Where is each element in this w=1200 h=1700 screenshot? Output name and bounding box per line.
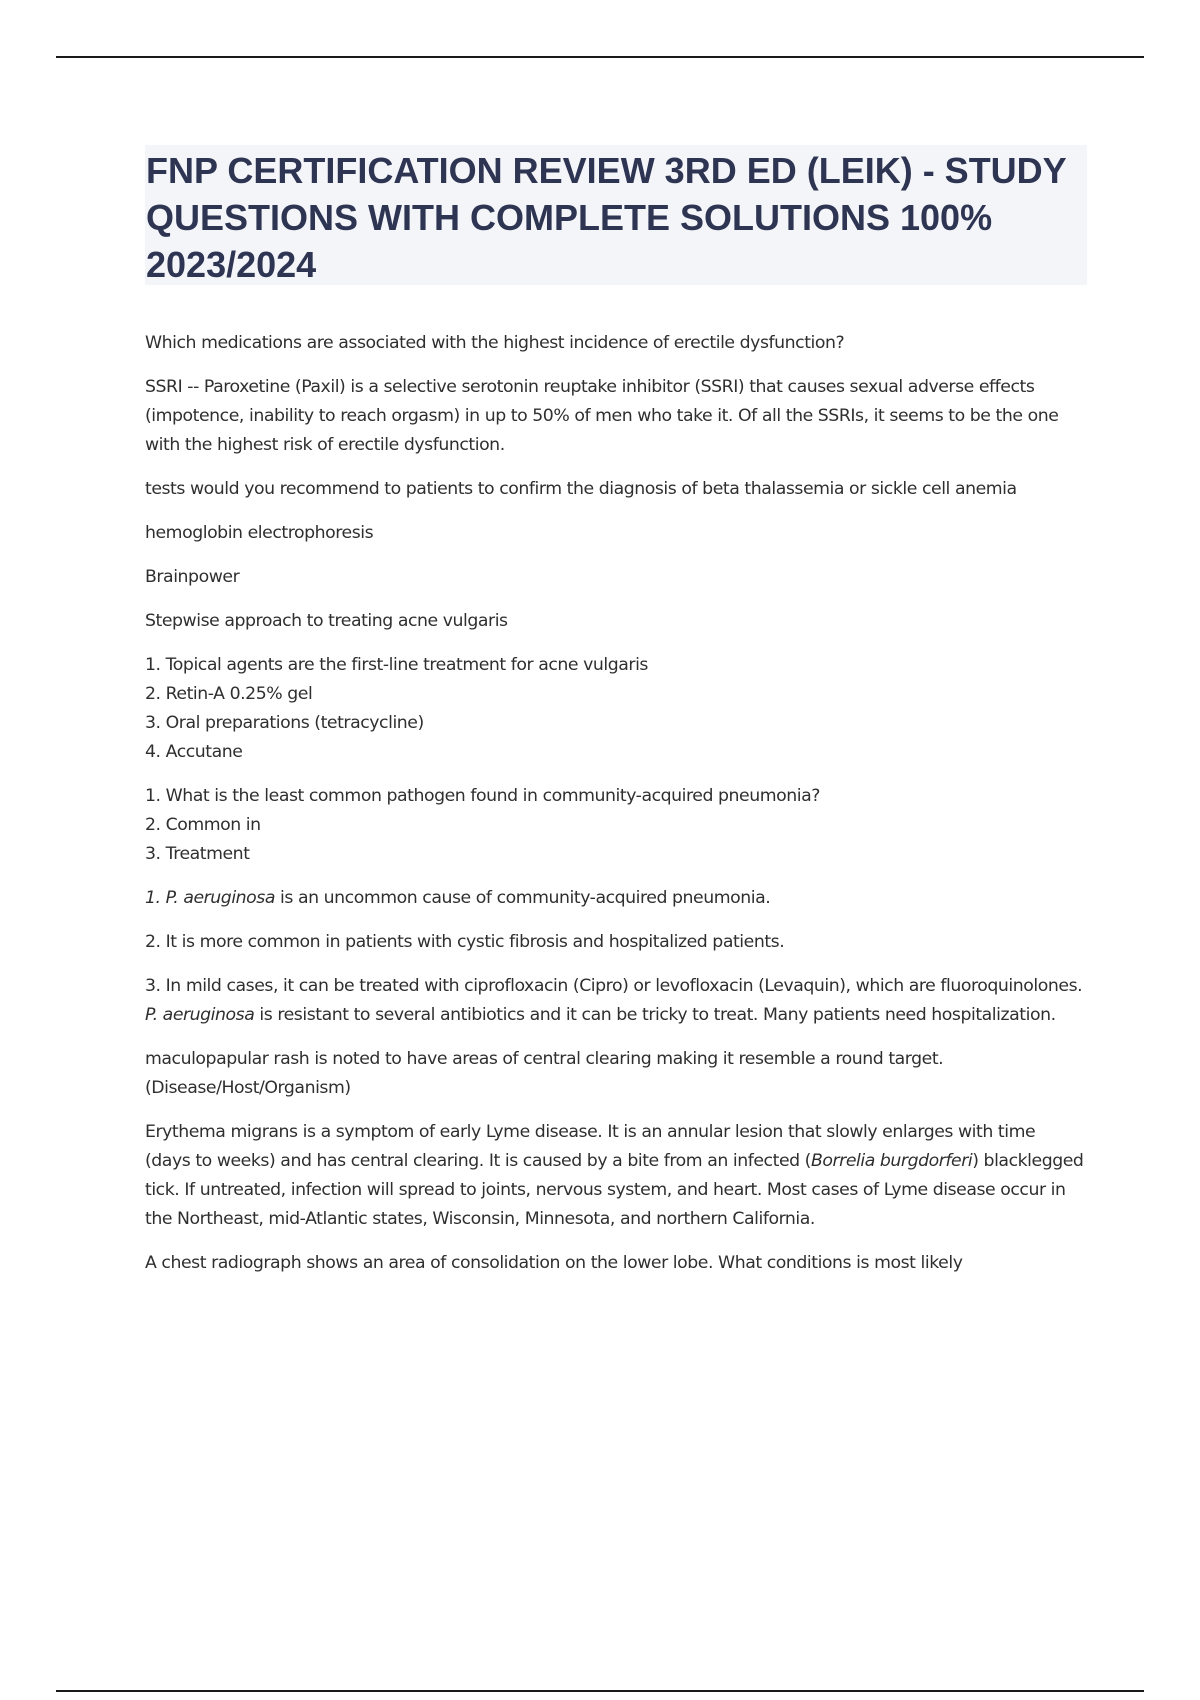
acne-step-1: 1. Topical agents are the first-line treatment for acne vulgaris bbox=[145, 655, 648, 675]
question-pneumonia-pathogen bbox=[145, 782, 1085, 869]
answer-1-rest: is an uncommon cause of community-acquired pneumonia. bbox=[275, 888, 771, 908]
answer-aeruginosa-treatment bbox=[145, 972, 1085, 1030]
treatment-part-1: 3. In mild cases, it can be treated with ciprofloxacin (Cipro) or levofloxacin (Levaquin), which are fluoroquinolones. bbox=[145, 976, 1083, 996]
pneumonia-question-3: 3. Treatment bbox=[145, 844, 250, 864]
lyme-part-2: ) blacklegged tick. If untreated, infection will spread to joints, nervous system, and heart. Most cases of Lyme disease occur in the Northeast, mid-Atlantic states, Wisconsin, Minnesota, and northern California. bbox=[145, 1151, 1084, 1229]
top-rule bbox=[56, 56, 1144, 58]
bottom-rule bbox=[56, 1690, 1144, 1692]
acne-step-4: 4. Accutane bbox=[145, 742, 243, 762]
answer-ssri-paroxetine: SSRI -- Paroxetine (Paxil) is a selective serotonin reuptake inhibitor (SSRI) that causes sexual adverse effects (impotence, inability to reach orgasm) in up to 50% of men who take it. Of all the SSRIs, it seems to be the one with the highest risk of erectile dysfunction. bbox=[145, 377, 1059, 455]
answer-aeruginosa-uncommon bbox=[145, 884, 1085, 913]
question-thalassemia-tests: tests would you recommend to patients to confirm the diagnosis of beta thalassemia or sickle cell anemia bbox=[145, 479, 1017, 499]
pneumonia-question-2: 2. Common in bbox=[145, 815, 261, 835]
brainpower-text: Brainpower bbox=[145, 567, 240, 587]
answer-erythema-migrans bbox=[145, 1118, 1085, 1234]
question-ed-medications: Which medications are associated with the highest incidence of erectile dysfunction? bbox=[145, 333, 845, 353]
answer-1-prefix: 1. bbox=[145, 888, 166, 908]
document-title: FNP CERTIFICATION REVIEW 3RD ED (LEIK) - STUDY QUESTIONS WITH COMPLETE SOLUTIONS 100% 2023/2024 bbox=[146, 150, 1067, 285]
lyme-part-1: Erythema migrans is a symptom of early Lyme disease. It is an annular lesion that slowly enlarges with time (days to weeks) and has central clearing. It is caused by a bite from an infected ( bbox=[145, 1122, 1036, 1171]
pneumonia-question-1: 1. What is the least common pathogen found in community-acquired pneumonia? bbox=[145, 786, 820, 806]
answer-hemoglobin-electrophoresis: hemoglobin electrophoresis bbox=[145, 523, 374, 543]
treatment-part-2: is resistant to several antibiotics and it can be tricky to treat. Many patients need hospitalization. bbox=[254, 1005, 1056, 1025]
organism-name: P. aeruginosa bbox=[145, 1005, 255, 1025]
organism-name: P. aeruginosa bbox=[165, 888, 275, 908]
document-body bbox=[145, 329, 1085, 1293]
question-chest-radiograph: A chest radiograph shows an area of consolidation on the lower lobe. What conditions is most likely bbox=[145, 1253, 963, 1273]
acne-step-3: 3. Oral preparations (tetracycline) bbox=[145, 713, 424, 733]
question-target-rash: maculopapular rash is noted to have areas of central clearing making it resemble a round target. (Disease/Host/Organism) bbox=[145, 1049, 944, 1098]
acne-step-2: 2. Retin-A 0.25% gel bbox=[145, 684, 313, 704]
answer-acne-steps bbox=[145, 651, 1085, 767]
organism-name: Borrelia burgdorferi bbox=[810, 1151, 973, 1171]
question-acne-approach: Stepwise approach to treating acne vulgaris bbox=[145, 611, 508, 631]
answer-aeruginosa-common-in: 2. It is more common in patients with cystic fibrosis and hospitalized patients. bbox=[145, 932, 785, 952]
